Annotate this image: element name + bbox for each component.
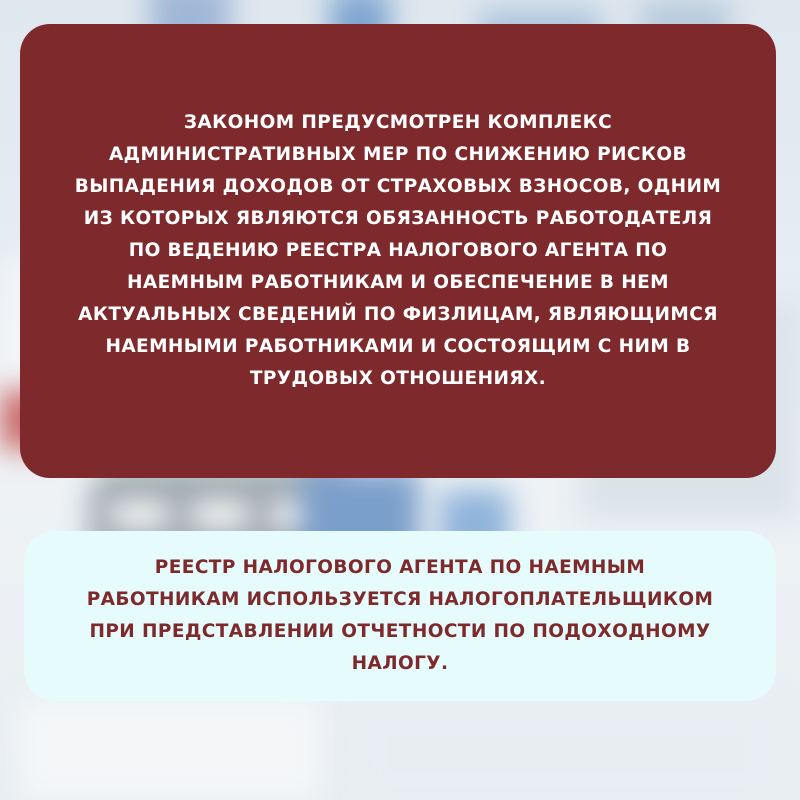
blurred-document-shape: [20, 700, 320, 800]
main-info-card: [20, 24, 776, 478]
main-info-text: ЗАКОНОМ ПРЕДУСМОТРЕН КОМПЛЕКС АДМИНИСТРАТИВНЫХ МЕР ПО СНИЖЕНИЮ РИСКОВ ВЫПАДЕНИЯ ДОХОДОВ ОТ СТРАХОВЫХ ВЗНОСОВ, ОДНИМ ИЗ КОТОРЫХ ЯВЛЯЮТСЯ ОБЯЗАННОСТЬ РАБОТОДАТЕЛЯ ПО ВЕДЕНИЮ РЕЕСТРА НАЛОГОВОГО АГЕНТА ПО НАЕМНЫМ РАБОТНИКАМ И ОБЕСПЕЧЕНИЕ В НЕМ АКТУАЛЬНЫХ СВЕДЕНИЙ ПО ФИЗЛИЦАМ, ЯВЛЯЮЩИМСЯ НАЕМНЫМИ РАБОТНИКАМИ И СОСТОЯЩИМ С НИМ В ТРУДОВЫХ ОТНОШЕНИЯХ.: [74, 112, 722, 389]
blurred-document-shape: [360, 700, 780, 800]
note-card: [24, 531, 776, 701]
note-text: РЕЕСТР НАЛОГОВОГО АГЕНТА ПО НАЕМНЫМ РАБОТНИКАМ ИСПОЛЬЗУЕТСЯ НАЛОГОПЛАТЕЛЬЩИКОМ ПРИ ПРЕДСТАВЛЕНИИ ОТЧЕТНОСТИ ПО ПОДОХОДНОМУ НАЛОГУ.: [86, 557, 714, 674]
blurred-calculator-key: [190, 500, 250, 530]
blurred-calculator-key: [110, 500, 170, 530]
